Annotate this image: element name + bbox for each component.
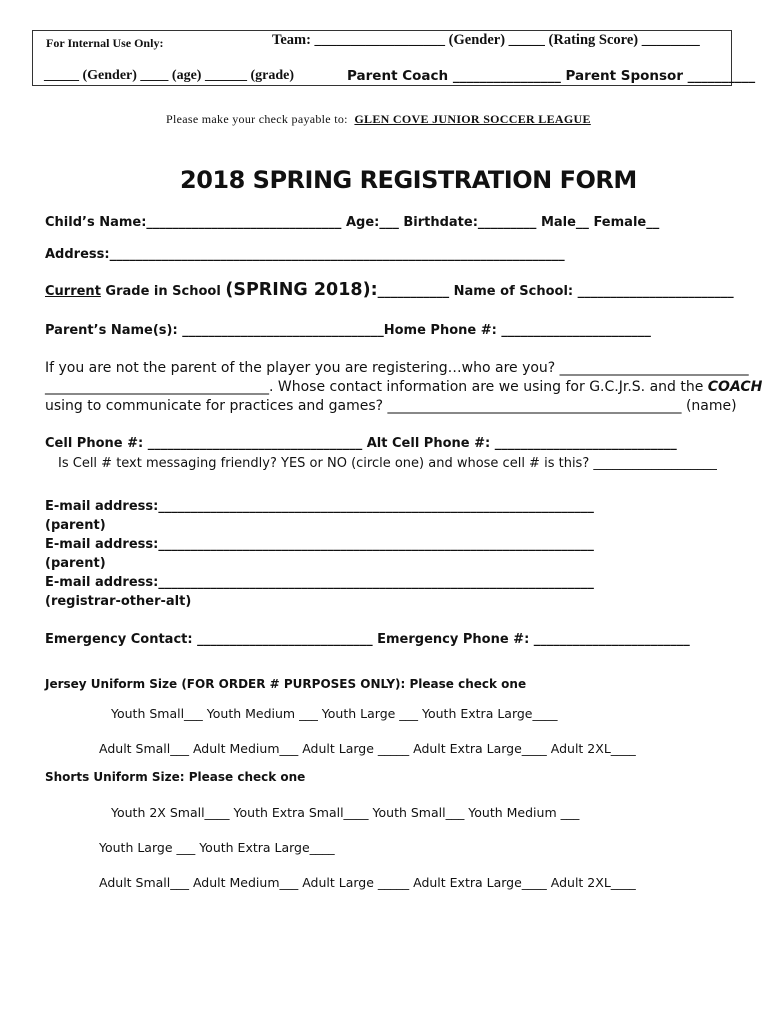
email-field-1[interactable]: E-mail address:___________________________________________________________________ — [45, 499, 594, 514]
school-field[interactable]: ___________ Name of School: ________________________ — [377, 284, 734, 299]
contact-info-line[interactable] — [45, 379, 762, 395]
shorts-youth-sizes-1[interactable]: Youth 2X Small____ Youth Extra Small____ Youth Small___ Youth Medium ___ — [111, 805, 580, 820]
check-payable-prefix: Please make your check payable to: — [166, 112, 348, 126]
check-payable-note — [166, 112, 591, 127]
internal-use-label: For Internal Use Only: — [46, 36, 164, 50]
emergency-contact-line[interactable]: Emergency Contact: ___________________________ Emergency Phone #: ________________________ — [45, 632, 690, 647]
jersey-youth-sizes[interactable]: Youth Small___ Youth Medium ___ Youth Large ___ Youth Extra Large____ — [111, 706, 558, 721]
not-parent-question[interactable]: If you are not the parent of the player you are registering…who are you? ___________________________ — [45, 360, 749, 376]
contact-info-text[interactable]: ________________________________. Whose contact information are we using for G.C.Jr.S. and the — [45, 379, 708, 395]
email-1-owner: (parent) — [45, 518, 106, 533]
email-field-3[interactable]: E-mail address:___________________________________________________________________ — [45, 575, 594, 590]
shorts-size-heading: Shorts Uniform Size: Please check one — [45, 770, 306, 784]
shorts-youth-sizes-2[interactable]: Youth Large ___ Youth Extra Large____ — [99, 840, 335, 855]
gender-age-grade-line[interactable]: _____ (Gender) ____ (age) ______ (grade) — [44, 68, 295, 83]
jersey-adult-sizes[interactable]: Adult Small___ Adult Medium___ Adult Large _____ Adult Extra Large____ Adult 2XL____ — [99, 741, 636, 756]
address-field[interactable]: Address:______________________________________________________________________ — [45, 247, 565, 262]
coach-sponsor-line[interactable]: Parent Coach ________________ Parent Sponsor __________ — [347, 68, 756, 84]
email-3-owner: (registrar-other-alt) — [45, 594, 192, 609]
email-2-owner: (parent) — [45, 556, 106, 571]
jersey-size-heading: Jersey Uniform Size (FOR ORDER # PURPOSES ONLY): Please check one — [45, 677, 527, 691]
cell-phone-line[interactable]: Cell Phone #: _________________________________ Alt Cell Phone #: ____________________________ — [45, 436, 677, 451]
text-messaging-line[interactable]: Is Cell # text messaging friendly? YES or NO (circle one) and whose cell # is this? ___________________ — [58, 456, 717, 471]
team-rating-line[interactable]: Team: __________________ (Gender) _____ (Rating Score) ________ — [272, 32, 700, 48]
email-field-2[interactable]: E-mail address:___________________________________________________________________ — [45, 537, 594, 552]
grade-label: Grade in School — [100, 284, 226, 299]
grade-school-line[interactable] — [45, 280, 734, 300]
page-title: 2018 SPRING REGISTRATION FORM — [180, 166, 637, 194]
grade-current-label: Current — [45, 284, 101, 299]
parents-phone-line[interactable]: Parent’s Name(s): _______________________________Home Phone #: _______________________ — [45, 323, 651, 338]
coach-emphasis: COACH — [707, 379, 763, 395]
child-info-line[interactable]: Child’s Name:______________________________ Age:___ Birthdate:_________ Male__ Female__ — [45, 215, 660, 230]
grade-season-label: (SPRING 2018): — [225, 280, 378, 300]
shorts-adult-sizes[interactable]: Adult Small___ Adult Medium___ Adult Large _____ Adult Extra Large____ Adult 2XL____ — [99, 875, 636, 890]
league-name: GLEN COVE JUNIOR SOCCER LEAGUE — [354, 112, 591, 126]
communication-name-line[interactable]: using to communicate for practices and games? __________________________________________ (name) — [45, 398, 737, 414]
